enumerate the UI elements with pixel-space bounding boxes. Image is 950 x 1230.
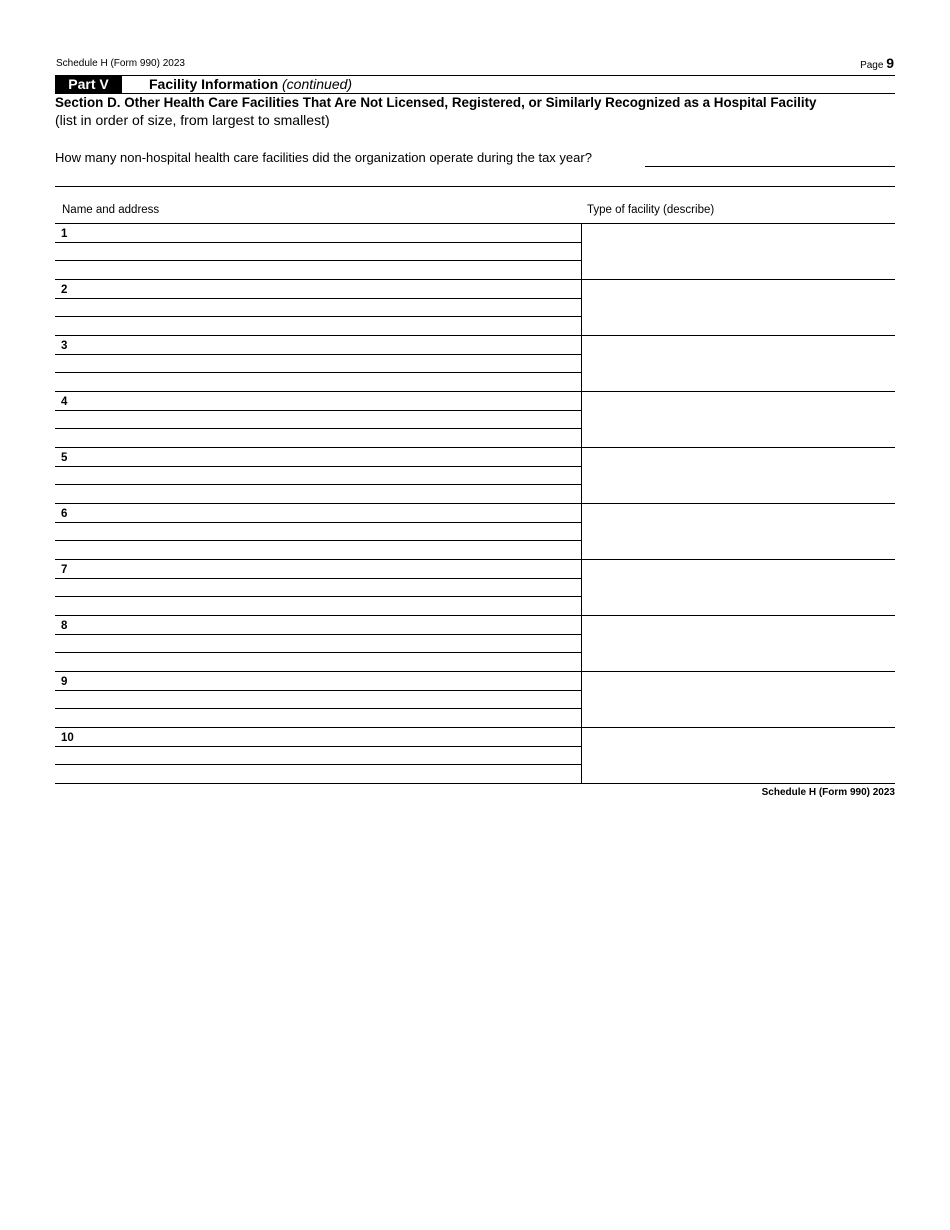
facility-row xyxy=(55,392,895,448)
part-badge: Part V xyxy=(55,75,122,93)
address-line-divider xyxy=(55,372,581,373)
address-line-divider xyxy=(55,354,581,355)
facility-row xyxy=(55,616,895,672)
page-number-label xyxy=(860,55,894,71)
row-number: 2 xyxy=(61,284,68,296)
facility-type-cell[interactable] xyxy=(582,560,895,615)
facility-row xyxy=(55,336,895,392)
facility-count-answer-field[interactable] xyxy=(645,166,895,167)
address-line-divider xyxy=(55,466,581,467)
facility-type-cell[interactable] xyxy=(582,728,895,783)
part-title-text: Facility Information xyxy=(149,76,279,92)
section-subtitle: (list in order of size, from largest to smallest) xyxy=(55,112,330,128)
address-line-divider xyxy=(55,410,581,411)
column-header-facility-type: Type of facility (describe) xyxy=(587,204,715,216)
name-address-cell[interactable] xyxy=(55,448,582,503)
name-address-cell[interactable] xyxy=(55,336,582,391)
address-line-divider xyxy=(55,260,581,261)
address-line-divider xyxy=(55,596,581,597)
section-divider xyxy=(55,186,895,187)
address-line-divider xyxy=(55,316,581,317)
facility-row xyxy=(55,448,895,504)
name-address-cell[interactable] xyxy=(55,728,582,783)
row-number: 3 xyxy=(61,340,68,352)
facility-row xyxy=(55,224,895,280)
facility-row xyxy=(55,560,895,616)
address-line-divider xyxy=(55,298,581,299)
address-line-divider xyxy=(55,578,581,579)
address-line-divider xyxy=(55,746,581,747)
page-label-text: Page xyxy=(860,60,884,71)
row-number: 10 xyxy=(61,732,74,744)
facility-type-cell[interactable] xyxy=(582,224,895,279)
address-line-divider xyxy=(55,242,581,243)
name-address-cell[interactable] xyxy=(55,280,582,335)
facility-type-cell[interactable] xyxy=(582,448,895,503)
name-address-cell[interactable] xyxy=(55,224,582,279)
header-form-reference: Schedule H (Form 990) 2023 xyxy=(56,58,185,69)
part-title-suffix: (continued) xyxy=(282,76,353,92)
name-address-cell[interactable] xyxy=(55,392,582,447)
name-address-cell[interactable] xyxy=(55,672,582,727)
address-line-divider xyxy=(55,540,581,541)
address-line-divider xyxy=(55,708,581,709)
facility-type-cell[interactable] xyxy=(582,672,895,727)
row-number: 9 xyxy=(61,676,68,688)
address-line-divider xyxy=(55,484,581,485)
address-line-divider xyxy=(55,652,581,653)
address-line-divider xyxy=(55,522,581,523)
address-line-divider xyxy=(55,764,581,765)
name-address-cell[interactable] xyxy=(55,616,582,671)
section-title: Section D. Other Health Care Facilities That Are Not Licensed, Registered, or Similarly Recognized as a Hospital Facility xyxy=(55,95,817,110)
facility-row xyxy=(55,280,895,336)
column-header-name-address: Name and address xyxy=(62,204,160,216)
address-line-divider xyxy=(55,428,581,429)
row-number: 5 xyxy=(61,452,68,464)
address-line-divider xyxy=(55,690,581,691)
row-number: 7 xyxy=(61,564,68,576)
address-line-divider xyxy=(55,634,581,635)
row-number: 4 xyxy=(61,396,68,408)
row-number: 1 xyxy=(61,228,68,240)
facility-type-cell[interactable] xyxy=(582,280,895,335)
facility-row xyxy=(55,504,895,560)
name-address-cell[interactable] xyxy=(55,560,582,615)
facility-table xyxy=(55,223,895,784)
facility-row xyxy=(55,672,895,728)
facility-type-cell[interactable] xyxy=(582,504,895,559)
row-number: 6 xyxy=(61,508,68,520)
facility-type-cell[interactable] xyxy=(582,336,895,391)
facility-count-question: How many non-hospital health care facilities did the organization operate during the tax year? xyxy=(55,150,592,165)
part-title xyxy=(149,75,352,93)
facility-type-cell[interactable] xyxy=(582,616,895,671)
part-heading-bar xyxy=(55,75,895,94)
name-address-cell[interactable] xyxy=(55,504,582,559)
page-number: 9 xyxy=(886,55,894,71)
facility-row xyxy=(55,728,895,784)
facility-type-cell[interactable] xyxy=(582,392,895,447)
row-number: 8 xyxy=(61,620,68,632)
page-header xyxy=(55,55,895,76)
footer-form-reference: Schedule H (Form 990) 2023 xyxy=(761,787,895,798)
